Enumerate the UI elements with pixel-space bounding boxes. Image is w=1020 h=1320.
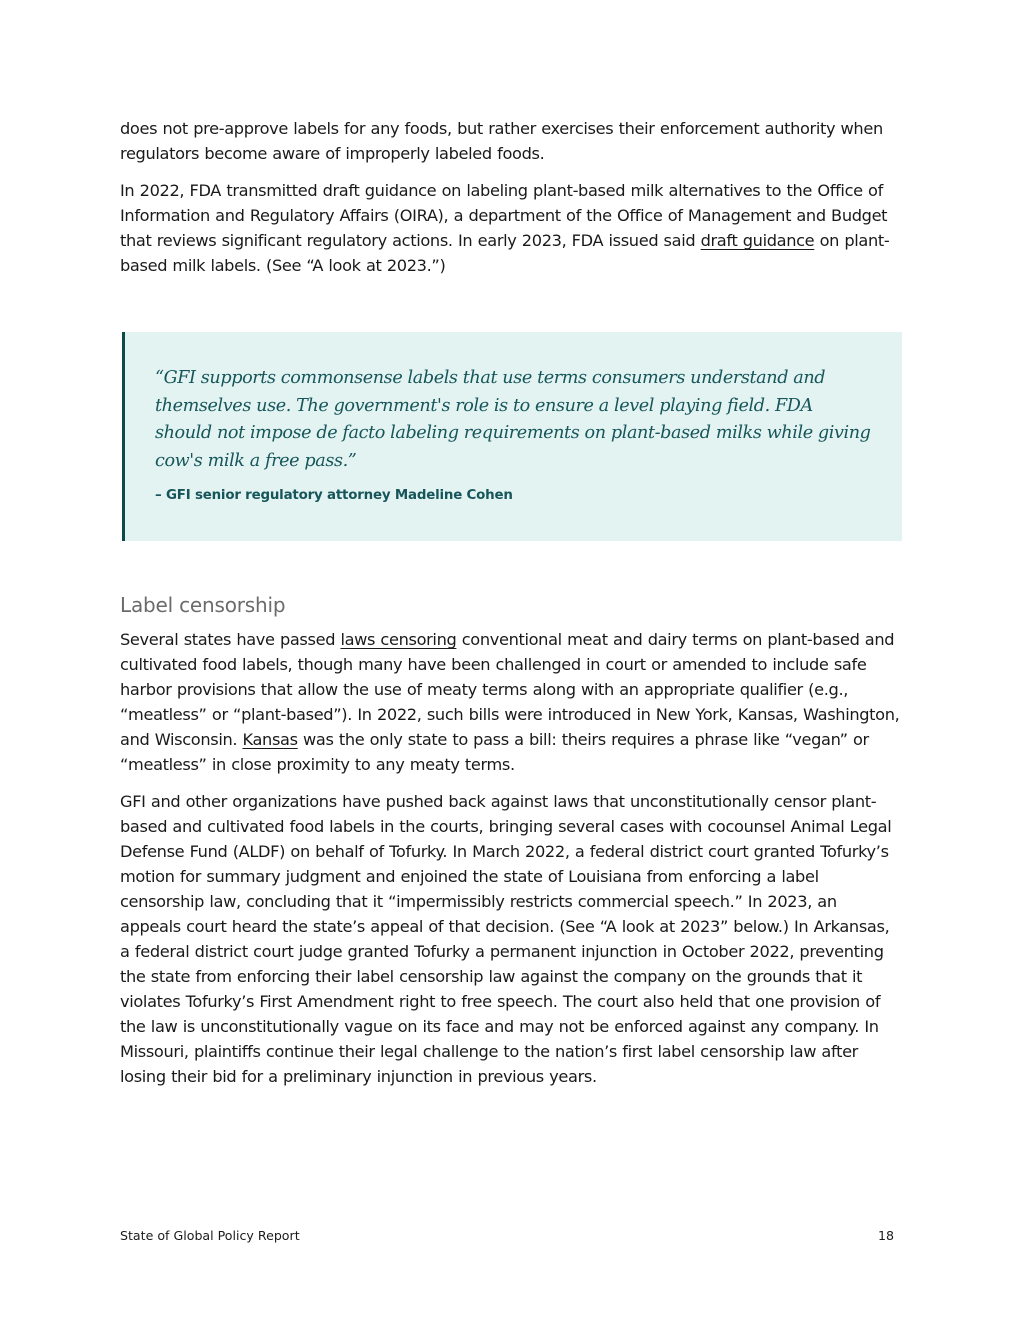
label-censorship-paragraph-1 xyxy=(120,627,902,777)
label-censorship-paragraph-2: GFI and other organizations have pushed back against laws that unconstitutionally censor plant-based and cultivated food labels in the courts, bringing several cases with cocounsel Animal Legal Defense Fund (ALDF) on behalf of Tofurky. In March 2022, a federal district court granted Tofurky’s motion for summary judgment and enjoined the state of Louisiana from enforcing a label censorship law, concluding that it “impermissibly restricts commercial speech.” In 2023, an appeals court heard the state’s appeal of that decision. (See “A look at 2023” below.) In Arkansas, a federal district court judge granted Tofurky a permanent injunction in October 2022, preventing the state from enforcing their label censorship law against the company on the grounds that it violates Tofurky’s First Amendment right to free speech. The court also held that one provision of the law is unconstitutionally vague on its face and may not be enforced against any company. In Missouri, plaintiffs continue their legal challenge to the nation’s first label censorship law after losing their bid for a preliminary injunction in previous years. xyxy=(120,792,892,1086)
intro-paragraph-1: does not pre-approve labels for any foods, but rather exercises their enforcement authority when regulators become aware of improperly labeled foods. xyxy=(120,119,883,163)
laws-censoring-link[interactable]: laws censoring xyxy=(340,630,457,649)
section-heading-label-censorship: Label censorship xyxy=(120,593,286,617)
intro-paragraph-2 xyxy=(120,178,902,278)
page-footer xyxy=(120,1228,894,1243)
label-censorship-paragraph-1-text-start: Several states have passed xyxy=(120,630,341,649)
label-censorship-paragraph-1-text-middle: conventional meat and dairy terms on plant-based and cultivated food labels, though many have been challenged in court or amended to include safe harbor provisions that allow the use of meaty terms along with an appropriate qualifier (e.g., “meatless” or “plant-based”). In 2022, such bills were introduced in New York, Kansas, Washington, and Wisconsin. xyxy=(120,630,900,749)
intro-paragraph-2-text-start: In 2022, FDA transmitted draft guidance on labeling plant-based milk alternatives to the Office of Information and Regulatory Affairs (OIRA), a department of the Office of Management and Budget that reviews significant regulatory actions. In early 2023, FDA issued said xyxy=(120,181,888,250)
footer-report-title: State of Global Policy Report xyxy=(120,1228,300,1243)
pull-quote xyxy=(122,332,902,541)
draft-guidance-link[interactable]: draft guidance xyxy=(700,231,815,250)
pull-quote-attribution: – GFI senior regulatory attorney Madeline Cohen xyxy=(155,488,513,503)
label-censorship-paragraph-1-text-end: was the only state to pass a bill: theirs requires a phrase like “vegan” or “meatless” in close proximity to any meaty terms. xyxy=(120,730,869,774)
pull-quote-text: “GFI supports commonsense labels that use terms consumers understand and themselves use. The government's role is to ensure a level playing field. FDA should not impose de facto labeling requirements on plant-based milks while giving cow's milk a free pass.” xyxy=(155,368,871,471)
intro-paragraph-2-text-end: on plant-based milk labels. (See “A look at 2023.”) xyxy=(120,231,890,275)
kansas-link[interactable]: Kansas xyxy=(242,730,298,749)
document-page xyxy=(120,116,902,1101)
footer-page-number: 18 xyxy=(877,1228,894,1243)
